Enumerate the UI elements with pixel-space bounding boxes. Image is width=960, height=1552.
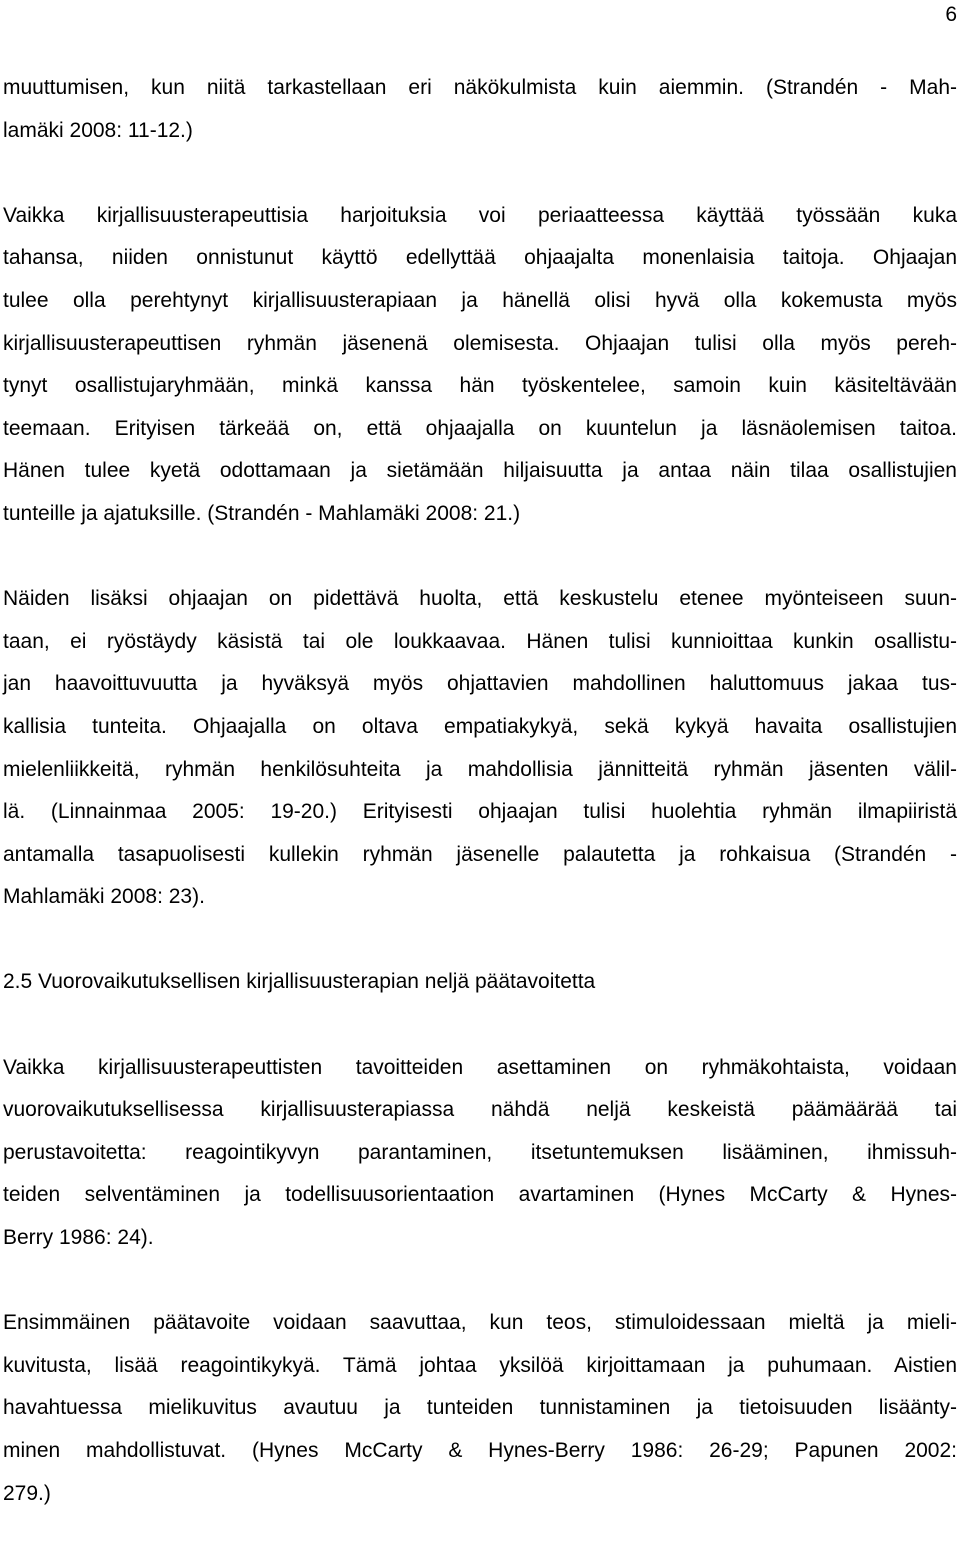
text-line: Vaikka kirjallisuusterapeuttisten tavoitteiden asettaminen on ryhmäkohtaista, voidaan	[3, 1055, 957, 1079]
paragraph-gap	[3, 1260, 957, 1303]
paragraph	[3, 1047, 957, 1260]
text-line: teemaan. Erityisen tärkeää on, että ohjaajalla on kuuntelun ja läsnäolemisen taitoa.	[3, 416, 957, 440]
text-line: tunteille ja ajatuksille. (Strandén - Mahlamäki 2008: 21.)	[3, 501, 521, 525]
text-line: kuvitusta, lisää reagointikykyä. Tämä johtaa yksilöä kirjoittamaan ja puhumaan. Aistien	[3, 1353, 957, 1377]
text-line: tynyt osallistujaryhmään, minkä kanssa hän työskentelee, samoin kuin käsiteltävään	[3, 374, 957, 398]
text-line: lamäki 2008: 11-12.)	[3, 118, 193, 142]
paragraph-gap	[3, 152, 957, 195]
text-line: perustavoitetta: reagointikyvyn parantaminen, itsetuntemuksen lisääminen, ihmissuh-	[3, 1140, 957, 1164]
text-line: Hänen tulee kyetä odottamaan ja sietämään hiljaisuutta ja antaa näin tilaa osallistujien	[3, 459, 957, 483]
paragraph-gap	[3, 536, 957, 579]
text-line: Vaikka kirjallisuusterapeuttisia harjoituksia voi periaatteessa käyttää työssään kuka	[3, 203, 957, 227]
text-line: taan, ei ryöstäydy käsistä tai ole loukkaavaa. Hänen tulisi kunnioittaa kunkin osallistu-	[3, 629, 957, 653]
text-line: teiden selventäminen ja todellisuusorientaation avartaminen (Hynes McCarty & Hynes-	[3, 1183, 957, 1207]
text-line: vuorovaikutuksellisessa kirjallisuusterapiassa nähdä neljä keskeistä päämäärää tai	[3, 1098, 957, 1122]
text-line: havahtuessa mielikuvitus avautuu ja tunteiden tunnistaminen ja tietoisuuden lisäänty-	[3, 1396, 957, 1420]
document-body	[3, 67, 957, 1515]
page-number: 6	[945, 3, 957, 26]
section-heading: 2.5 Vuorovaikutuksellisen kirjallisuusterapian neljä päätavoitetta	[3, 970, 596, 994]
text-line: mielenliikkeitä, ryhmän henkilösuhteita ja mahdollisia jännitteitä ryhmän jäsenten välil-	[3, 757, 957, 781]
text-line: kallisia tunteita. Ohjaajalla on oltava empatiakykyä, sekä kykyä havaita osallistujien	[3, 714, 957, 738]
paragraph	[3, 578, 957, 919]
text-line: Näiden lisäksi ohjaajan on pidettävä huolta, että keskustelu etenee myönteiseen suun-	[3, 587, 957, 611]
text-line: Berry 1986: 24).	[3, 1226, 154, 1250]
text-line: tulee olla perehtynyt kirjallisuusterapiaan ja hänellä olisi hyvä olla kokemusta myös	[3, 288, 957, 312]
paragraph-gap	[3, 1004, 957, 1047]
text-line: minen mahdollistuvat. (Hynes McCarty & Hynes-Berry 1986: 26-29; Papunen 2002:	[3, 1439, 957, 1462]
text-line: antamalla tasapuolisesti kullekin ryhmän jäsenelle palautetta ja rohkaisua (Strandén -	[3, 842, 957, 866]
text-line: Mahlamäki 2008: 23).	[3, 885, 205, 909]
text-line: muuttumisen, kun niitä tarkastellaan eri näkökulmista kuin aiemmin. (Strandén - Mah-	[3, 76, 957, 99]
paragraph	[3, 195, 957, 536]
text-line: lä. (Linnainmaa 2005: 19-20.) Erityisesti ohjaajan tulisi huolehtia ryhmän ilmapiiristä	[3, 800, 957, 824]
text-line: tahansa, niiden onnistunut käyttö edellyttää ohjaajalta monenlaisia taitoja. Ohjaajan	[3, 246, 957, 270]
text-line: Ensimmäinen päätavoite voidaan saavuttaa, kun teos, stimuloidessaan mieltä ja mieli-	[3, 1311, 957, 1335]
paragraph-gap	[3, 919, 957, 962]
text-line: jan haavoittuvuutta ja hyväksyä myös ohjattavien mahdollinen haluttomuus jakaa tus-	[3, 672, 957, 696]
text-line: kirjallisuusterapeuttisen ryhmän jäsenenä olemisesta. Ohjaajan tulisi olla myös pereh-	[3, 331, 957, 355]
paragraph	[3, 1302, 957, 1515]
paragraph	[3, 67, 957, 152]
text-line: 279.)	[3, 1481, 51, 1505]
